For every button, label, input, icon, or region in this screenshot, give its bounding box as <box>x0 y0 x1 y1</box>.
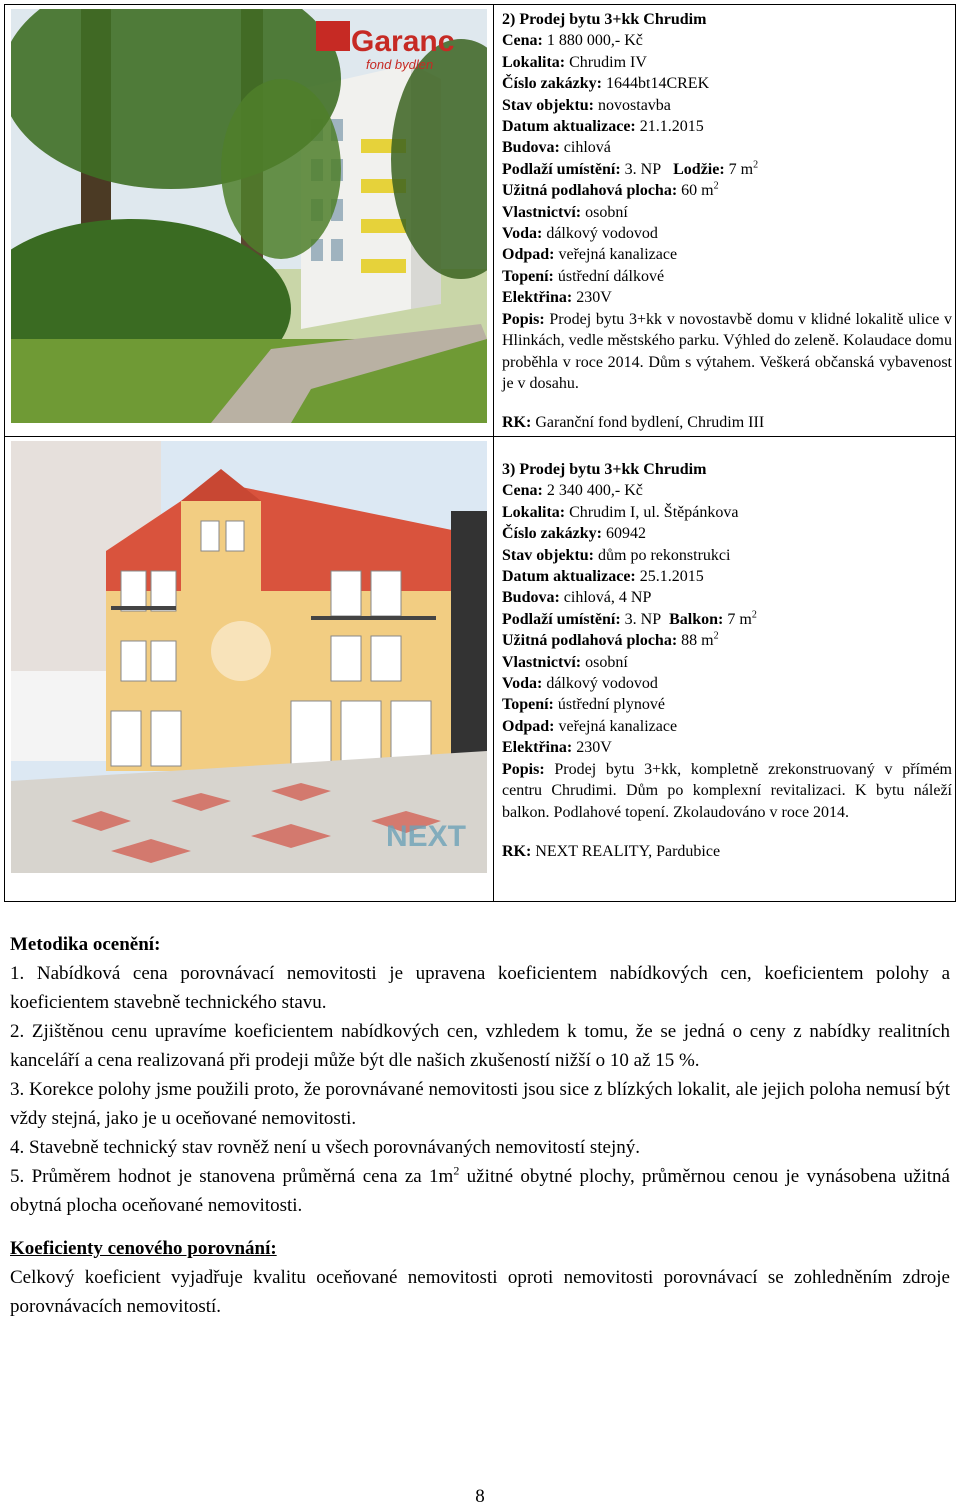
listing-2-title: 2) Prodej bytu 3+kk Chrudim <box>502 11 707 28</box>
floor-value: 3. NP <box>620 160 662 178</box>
order-value: 1644bt14CREK <box>602 75 710 93</box>
methodology-heading: Metodika ocenění: <box>10 934 161 955</box>
garancni-logo: Garanc <box>351 25 455 58</box>
power-value: 230V <box>572 739 612 757</box>
price-label: Cena: <box>502 482 543 500</box>
waste-label: Odpad: <box>502 246 555 264</box>
methodology-paragraph-2: 2. Zjištěnou cenu upravíme koeficientem nabídkových cen, vzhledem k tomu, že se jedná o ceny z nabídky realitních kanceláří a cena realizovaná při prodeji může být dle našich zkušeností nižší o 10 až 15 %. <box>10 1021 950 1071</box>
state-label: Stav objektu: <box>502 96 595 114</box>
balcony-label: Balkon: <box>669 610 724 628</box>
area-value: 60 m <box>677 182 714 200</box>
waste-label: Odpad: <box>502 717 555 735</box>
heating-value: ústřední plynové <box>553 696 665 714</box>
methodology-paragraph-5: 5. Průměrem hodnot je stanovena průměrná cena za $1m^2$ užitné obytné plochy, průměrnou cenou je vynásobena užitná obytná plocha oceňované nemovitosti. <box>10 1163 950 1216</box>
description-label: Popis: <box>502 760 545 778</box>
waste-value: veřejná kanalizace <box>554 246 678 264</box>
description-value: Prodej bytu 3+kk, kompletně zrekonstruovaný v přímém centru Chrudimi. Dům po komplexní revitalizaci. K bytu náleží balkon. Podlahové topení. Zkolaudováno v roce 2014. <box>502 760 952 821</box>
power-label: Elektřina: <box>502 289 573 307</box>
order-value: 60942 <box>602 525 646 543</box>
coefficients-text: Celkový koeficient vyjadřuje kvalitu oceňované nemovitosti oproti nemovitosti porovnávací se zohledněním zdroje porovnávacích nemovitostí. <box>10 1267 950 1317</box>
ownership-value: osobní <box>581 203 628 221</box>
loggia-value: 7 m <box>724 160 754 178</box>
location-value: Chrudim IV <box>565 53 647 71</box>
order-label: Číslo zakázky: <box>502 75 602 93</box>
heating-label: Topení: <box>502 696 554 714</box>
water-value: dálkový vodovod <box>542 675 658 693</box>
floor-value: 3. NP <box>620 610 662 628</box>
waste-value: veřejná kanalizace <box>554 717 678 735</box>
listing-3-photo <box>11 441 487 873</box>
date-label: Datum aktualizace: <box>502 118 636 136</box>
agency-value: NEXT REALITY, Pardubice <box>531 842 721 860</box>
garancni-logo-subtitle: fond bydlen <box>366 57 434 72</box>
listing-3-details: 3) Prodej bytu 3+kk Chrudim Cena: 2 340 400,- Kč Lokalita: Chrudim I, ul. Štěpánkova Číslo zakázky: 60942 Stav objektu: dům po rekonstrukci Datum aktualizace: 25.1.2015 Budova: cihlová, 4 NP Podlaží umístění: 3. NP Balkon: 7 $m^2$ Užitná podlahová plocha: 88 $m^2$ Vlastnictví: osobní Voda: dálkový vodovod Topení: ústřední plynové Odpad: veřejná kanalizace Elektřina: 230V Popis: Prodej bytu 3+kk, kompletně zrekonstruovaný v přímém centru Chrudimi. Dům po komplexní revitalizaci. K bytu náleží balkon. Podlahové topení. Zkolaudováno v roce 2014. RK: NEXT REALITY, Pardubice <box>502 461 952 860</box>
building-label: Budova: <box>502 139 560 157</box>
area-label: Užitná podlahová plocha: <box>502 182 678 200</box>
ownership-label: Vlastnictví: <box>502 653 582 671</box>
balcony-value: 7 m <box>723 610 752 628</box>
listing-row-2 <box>5 5 955 437</box>
floor-label: Podlaží umístění: <box>502 610 621 628</box>
location-label: Lokalita: <box>502 53 566 71</box>
agency-label: RK: <box>502 842 532 860</box>
listing-3-title: 3) Prodej bytu 3+kk Chrudim <box>502 461 707 478</box>
description-label: Popis: <box>502 310 545 328</box>
date-value: 21.1.2015 <box>635 118 704 136</box>
methodology-paragraph-1: 1. Nabídková cena porovnávací nemovitosti je upravena koeficientem nabídkových cen, koeficientem polohy a koeficientem stavebně technického stavu. <box>10 963 950 1013</box>
listing-3-description <box>502 759 952 823</box>
methodology-section <box>10 930 950 1321</box>
building-value: cihlová, 4 NP <box>559 589 652 607</box>
date-value: 25.1.2015 <box>635 568 704 586</box>
heating-label: Topení: <box>502 267 554 285</box>
area-label: Užitná podlahová plocha: <box>502 632 678 650</box>
date-label: Datum aktualizace: <box>502 568 636 586</box>
loggia-label: Lodžie: <box>673 160 725 178</box>
state-label: Stav objektu: <box>502 546 595 564</box>
ownership-value: osobní <box>581 653 628 671</box>
power-value: 230V <box>572 289 612 307</box>
coefficients-heading: Koeficienty cenového porovnání: <box>10 1238 277 1259</box>
price-value: 1 880 000,- Kč <box>542 32 643 50</box>
listing-row-3 <box>5 437 955 901</box>
order-label: Číslo zakázky: <box>502 525 602 543</box>
listing-2-details: 2) Prodej bytu 3+kk Chrudim Cena: 1 880 000,- Kč Lokalita: Chrudim IV Číslo zakázky: 1644bt14CREK Stav objektu: novostavba Datum aktualizace: 21.1.2015 Budova: cihlová Podlaží umístění: 3. NP Lodžie: 7 $m^2$ Užitná podlahová plocha: 60 $m^2$ Vlastnictví: osobní Voda: dálkový vodovod Odpad: veřejná kanalizace Topení: ústřední dálkové Elektřina: 230V Popis: Prodej bytu 3+kk v novostavbě domu v klidné lokalitě ulice v Hlinkách, vedle městského parku. Výhled do zeleně. Kolaudace domu proběhla v roce 2014. Dům s výtahem. Veškerá občanská vybavenost je v dosahu. RK: Garanční fond bydlení, Chrudim III <box>502 11 952 432</box>
state-value: dům po rekonstrukci <box>594 546 731 564</box>
state-value: novostavba <box>594 96 671 114</box>
water-label: Voda: <box>502 225 543 243</box>
listing-2-description <box>502 309 952 395</box>
agency-label: RK: <box>502 414 532 432</box>
methodology-paragraph-3: 3. Korekce polohy jsme použili proto, že porovnávané nemovitosti jsou sice z blízkých lokalit, ale jejich poloha nemusí být vždy stejná, jako je u oceňované nemovitosti. <box>10 1079 950 1129</box>
water-label: Voda: <box>502 675 543 693</box>
heating-value: ústřední dálkové <box>553 267 665 285</box>
ownership-label: Vlastnictví: <box>502 203 582 221</box>
price-label: Cena: <box>502 32 543 50</box>
building-value: cihlová <box>559 139 611 157</box>
listing-2-photo <box>11 9 487 423</box>
next-watermark: NEXT <box>386 820 467 853</box>
location-value: Chrudim I, ul. Štěpánkova <box>565 503 739 521</box>
location-label: Lokalita: <box>502 503 566 521</box>
agency-value: Garanční fond bydlení, Chrudim III <box>531 414 765 432</box>
page-number: 8 <box>475 1486 485 1507</box>
area-value: 88 m <box>677 632 714 650</box>
power-label: Elektřina: <box>502 739 573 757</box>
building-label: Budova: <box>502 589 560 607</box>
water-value: dálkový vodovod <box>542 225 658 243</box>
listings-table <box>4 4 956 902</box>
description-value: Prodej bytu 3+kk v novostavbě domu v klidné lokalitě ulice v Hlinkách, vedle městského parku. Výhled do zeleně. Kolaudace domu proběhla v roce 2014. Dům s výtahem. Veškerá občanská vybavenost je v dosahu. <box>502 310 952 392</box>
floor-label: Podlaží umístění: <box>502 160 621 178</box>
methodology-paragraph-4: 4. Stavebně technický stav rovněž není u všech porovnávaných nemovitostí stejný. <box>10 1137 641 1158</box>
price-value: 2 340 400,- Kč <box>542 482 643 500</box>
